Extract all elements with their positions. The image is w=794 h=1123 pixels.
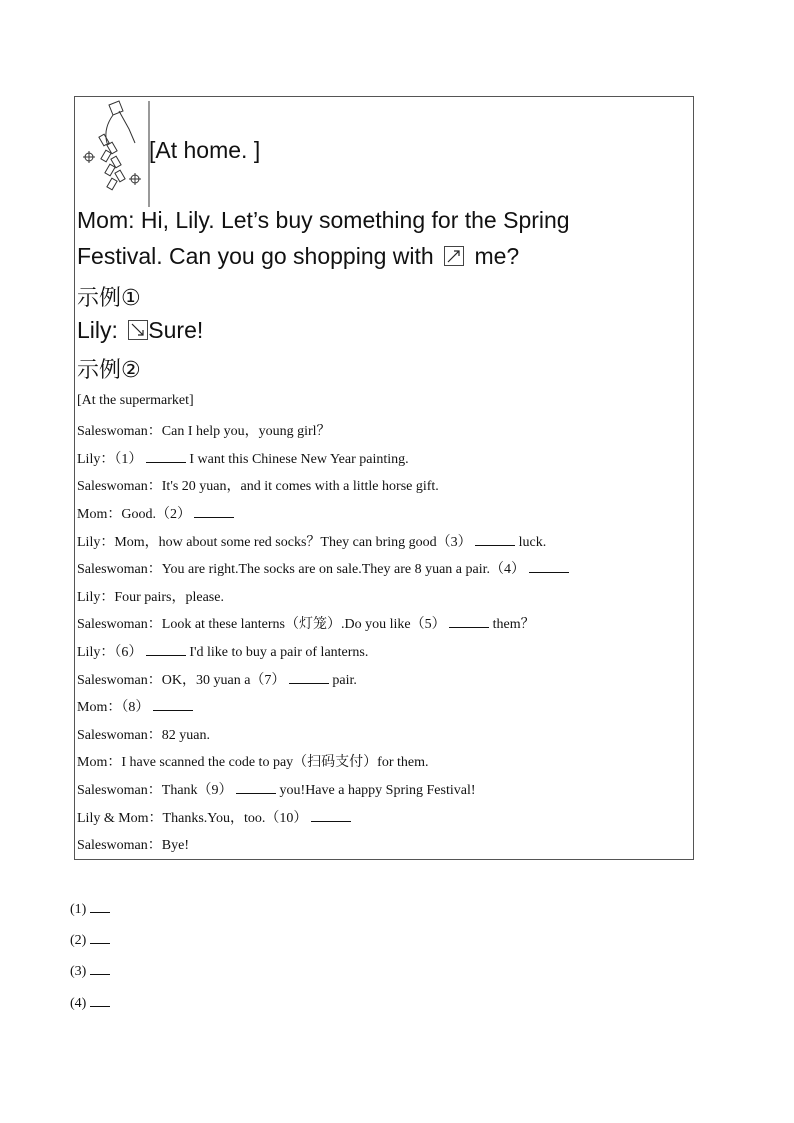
- answer-field-4[interactable]: [90, 996, 110, 1007]
- dialogue-line: [77, 503, 234, 523]
- dialogue-text: Mom：（8）: [77, 700, 150, 715]
- answer-field-2[interactable]: [90, 933, 110, 944]
- falling-intonation-icon: [128, 320, 148, 340]
- dialogue-text: Saleswoman：OK，30 yuan a（7）: [77, 673, 286, 688]
- answer-blank-9[interactable]: [236, 781, 276, 794]
- dialogue-text: luck.: [518, 535, 547, 550]
- lily-reply-line: [77, 317, 203, 344]
- question-number: (2): [70, 933, 87, 948]
- dialogue-text: Saleswoman：Thank（9）: [77, 783, 233, 798]
- dialogue-line: Saleswoman：Can I help you，young girl？: [77, 424, 331, 439]
- example-label-1: 示例①: [77, 286, 141, 311]
- dialogue-text: them？: [492, 617, 535, 632]
- dialogue-box: [74, 96, 694, 860]
- dialogue-line: [77, 807, 351, 827]
- dialogue-line: [At the supermarket]: [77, 393, 194, 408]
- answer-field-1[interactable]: [90, 902, 110, 913]
- dialogue-text: Saleswoman：Look at these lanterns（灯笼）.Do you like（5）: [77, 617, 446, 632]
- answer-blank-3[interactable]: [475, 533, 515, 546]
- answer-field-3[interactable]: [90, 964, 110, 975]
- answer-blank-2[interactable]: [194, 505, 234, 518]
- dialogue-line: [77, 531, 546, 551]
- dialogue-line: [77, 613, 535, 633]
- dialogue-text: Lily & Mom：Thanks.You，too.（10）: [77, 811, 308, 826]
- dialogue-line: [77, 669, 357, 689]
- dialogue-text: I want this Chinese New Year painting.: [189, 452, 409, 467]
- mom-line-1: Mom: Hi, Lily. Let’s buy something for the Spring: [77, 207, 570, 233]
- dialogue-line: Saleswoman：82 yuan.: [77, 728, 210, 743]
- dialogue-line: [77, 558, 569, 578]
- dialogue-line: [77, 448, 409, 468]
- answer-blank-10[interactable]: [311, 809, 351, 822]
- answer-blank-7[interactable]: [289, 671, 329, 684]
- mom-line-2-text: Festival. Can you go shopping with: [77, 243, 434, 269]
- question-number: (3): [70, 964, 87, 979]
- dialogue-text: Lily：（1）: [77, 452, 143, 467]
- rising-intonation-icon: [444, 246, 464, 266]
- setting-heading: [At home. ]: [149, 137, 261, 163]
- dialogue-line: Lily：Four pairs，please.: [77, 590, 224, 605]
- mom-line-2-end: me?: [474, 243, 520, 269]
- dialogue-line: Saleswoman：Bye!: [77, 838, 189, 853]
- dialogue-line: [77, 779, 476, 799]
- dialogue-text: Lily：（6）: [77, 645, 143, 660]
- question-item-2: [70, 933, 110, 949]
- dialogue-text: Saleswoman：You are right.The socks are on sale.They are 8 yuan a pair.（4）: [77, 562, 526, 577]
- lily-reply: Sure!: [148, 317, 204, 343]
- firecracker-kite-icon: [79, 99, 151, 207]
- question-item-1: [70, 902, 110, 918]
- dialogue-text: Mom：Good.（2）: [77, 507, 191, 522]
- dialogue-line: Mom：I have scanned the code to pay（扫码支付）for them.: [77, 755, 429, 770]
- question-number: (1): [70, 902, 87, 917]
- mom-line-2: [77, 243, 519, 270]
- lily-prefix: Lily:: [77, 317, 118, 343]
- answer-blank-1[interactable]: [146, 450, 186, 463]
- example-label-2: 示例②: [77, 358, 141, 383]
- answer-blank-6[interactable]: [146, 643, 186, 656]
- dialogue-line: Saleswoman：It's 20 yuan，and it comes with a little horse gift.: [77, 479, 439, 494]
- dialogue-line: [77, 696, 193, 716]
- dialogue-line: [77, 641, 368, 661]
- dialogue-text: pair.: [332, 673, 357, 688]
- question-item-3: [70, 964, 110, 980]
- answer-blank-8[interactable]: [153, 698, 193, 711]
- dialogue-text: you!Have a happy Spring Festival!: [279, 783, 476, 798]
- answer-blank-5[interactable]: [449, 615, 489, 628]
- dialogue-text: Lily：Mom，how about some red socks？They can bring good（3）: [77, 535, 472, 550]
- question-item-4: [70, 996, 110, 1012]
- answer-blank-4[interactable]: [529, 560, 569, 573]
- dialogue-text: I'd like to buy a pair of lanterns.: [189, 645, 369, 660]
- question-number: (4): [70, 996, 87, 1011]
